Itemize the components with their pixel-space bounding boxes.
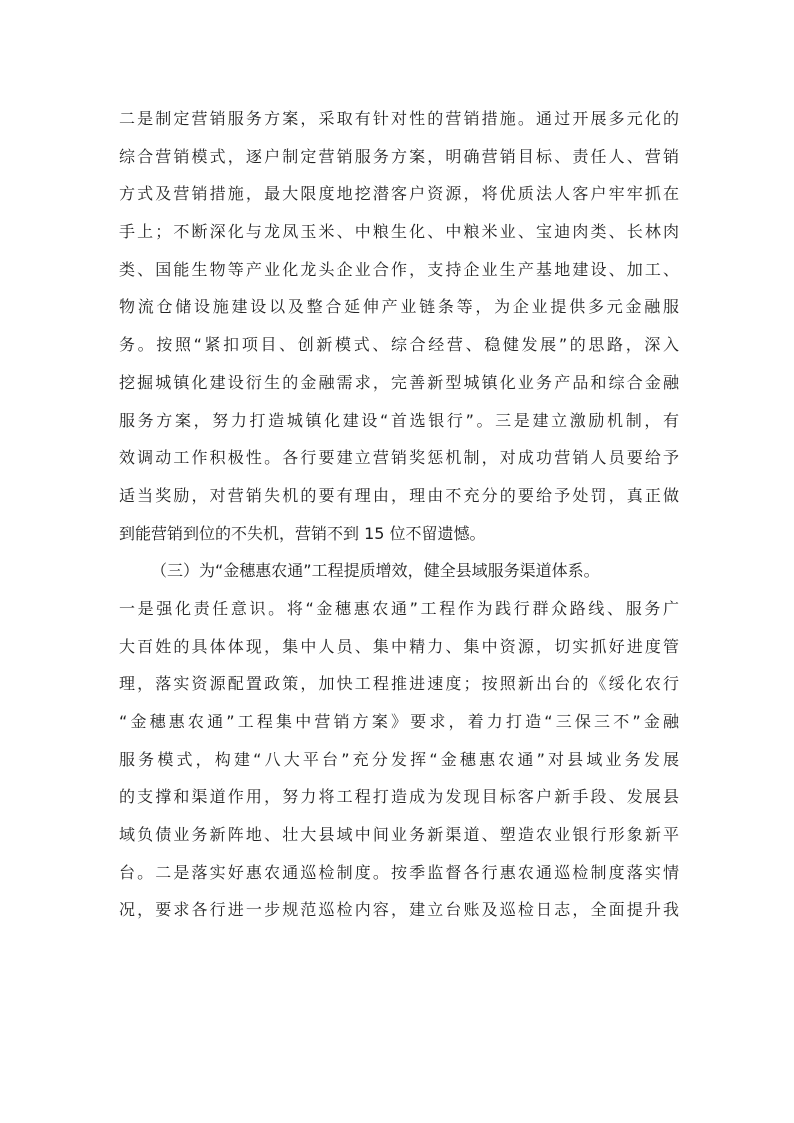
text-line: 手上；不断深化与龙凤玉米、中粮生化、中粮米业、宝迪肉类、长林肉 <box>119 222 679 242</box>
text-line: 台。二是落实好惠农通巡检制度。按季监督各行惠农通巡检制度落实情 <box>119 862 679 882</box>
text-line: 务。按照“紧扣项目、创新模式、综合经营、稳健发展”的思路，深入 <box>119 335 679 355</box>
text-line: 域负债业务新阵地、壮大县域中间业务新渠道、塑造农业银行形象新平 <box>119 825 679 845</box>
text-line: 一是强化责任意识。将“金穗惠农通”工程作为践行群众路线、服务广 <box>119 598 679 618</box>
paragraph-end-line: 到能营销到位的不失机，营销不到 15 位不留遗憾。 <box>119 523 486 543</box>
text-line: 服务模式，构建“八大平台”充分发挥“金穗惠农通”对县域业务发展 <box>119 749 679 769</box>
text-line: “金穗惠农通”工程集中营销方案》要求，着力打造“三保三不”金融 <box>119 712 679 731</box>
section-heading-line: （三）为“金穗惠农通”工程提质增效，健全县域服务渠道体系。 <box>151 561 600 581</box>
text-line: 综合营销模式，逐户制定营销服务方案，明确营销目标、责任人、营销 <box>119 146 679 166</box>
text-line: 效调动工作积极性。各行要建立营销奖惩机制，对成功营销人员要给予 <box>119 448 679 468</box>
text-line: 服务方案，努力打造城镇化建设“首选银行”。三是建立激励机制，有 <box>119 410 679 430</box>
text-line: 理，落实资源配置政策，加快工程推进速度；按照新出台的《绥化农行 <box>119 674 679 694</box>
text-line: 大百姓的具体体现，集中人员、集中精力、集中资源，切实抓好进度管 <box>119 636 679 656</box>
body-text <box>119 100 679 929</box>
text-line: 方式及营销措施，最大限度地挖潜客户资源，将优质法人客户牢牢抓在 <box>119 184 679 204</box>
text-line: 况，要求各行进一步规范巡检内容，建立台账及巡检日志，全面提升我 <box>119 900 679 920</box>
text-line: 挖掘城镇化建设衍生的金融需求，完善新型城镇化业务产品和综合金融 <box>119 372 679 392</box>
text-line: 物流仓储设施建设以及整合延伸产业链条等，为企业提供多元金融服 <box>119 297 679 317</box>
text-line: 适当奖励，对营销失机的要有理由，理由不充分的要给予处罚，真正做 <box>119 485 679 505</box>
text-line: 的支撑和渠道作用，努力将工程打造成为发现目标客户新手段、发展县 <box>119 787 679 807</box>
text-line: 二是制定营销服务方案，采取有针对性的营销措施。通过开展多元化的 <box>119 109 679 128</box>
text-line: 类、国能生物等产业化龙头企业合作，支持企业生产基地建设、加工、 <box>119 259 679 279</box>
